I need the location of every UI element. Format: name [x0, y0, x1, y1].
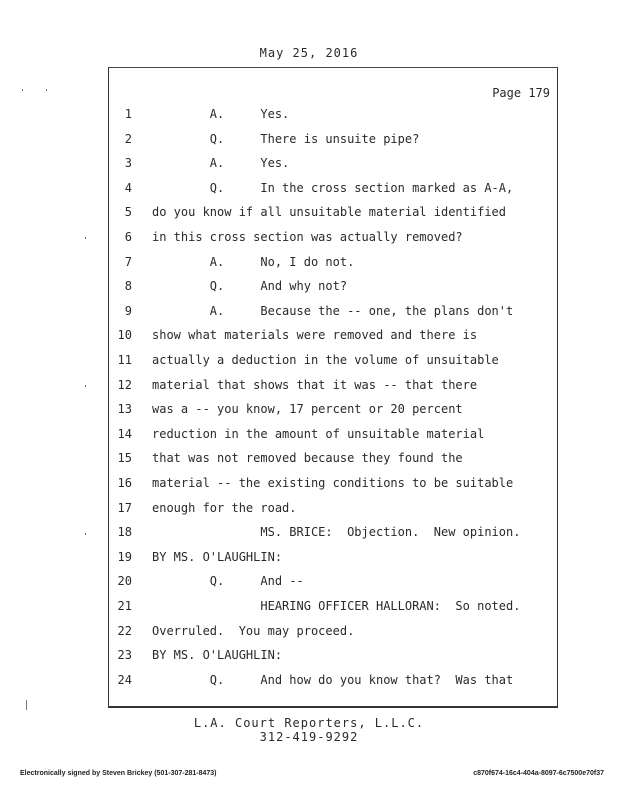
line-number: 15: [117, 451, 132, 466]
line-text: Q. There is unsuite pipe?: [152, 131, 420, 146]
transcript-line: [0, 328, 618, 344]
scan-speck: [85, 385, 86, 387]
line-number: 3: [124, 156, 132, 171]
line-number: 4: [124, 180, 132, 195]
line-number: 8: [124, 279, 132, 294]
line-number: 20: [117, 574, 132, 589]
line-number: 9: [124, 303, 132, 318]
court-reporter-phone: 312-419-9292: [259, 730, 359, 744]
transcript-line: [0, 353, 618, 369]
line-text: that was not removed because they found the: [152, 451, 463, 466]
line-text: BY MS. O'LAUGHLIN:: [152, 549, 283, 564]
line-number: 10: [117, 328, 132, 343]
transcript-line: [0, 673, 618, 689]
transcript-line: [0, 574, 618, 590]
line-text: A. Yes.: [152, 156, 290, 171]
transcript-line: [0, 279, 618, 295]
line-text: show what materials were removed and there is: [152, 328, 478, 343]
line-number: 2: [124, 131, 132, 146]
transcript-line: [0, 205, 618, 221]
line-number: 6: [124, 230, 132, 244]
line-text: enough for the road.: [152, 500, 297, 515]
transcript-line: [0, 402, 618, 418]
electronic-signature: Electronically signed by Steven Brickey (501-307-281-8473): [20, 770, 217, 777]
line-number: 23: [117, 648, 132, 663]
transcript-line: [0, 525, 618, 541]
line-text: HEARING OFFICER HALLORAN: So noted.: [152, 599, 521, 613]
transcript-line: [0, 156, 618, 172]
document-id: c870f674-16c4-404a-8097-6c7500e70f37: [473, 770, 604, 777]
line-number: 24: [117, 672, 132, 687]
line-text: Overruled. You may proceed.: [152, 623, 355, 638]
line-text: MS. BRICE: Objection. New opinion.: [152, 525, 521, 540]
line-number: 7: [124, 254, 132, 269]
transcript-line: [0, 255, 618, 271]
line-text: reduction in the amount of unsuitable material: [152, 426, 485, 441]
line-number: 17: [117, 500, 132, 515]
transcript-line: [0, 132, 618, 148]
transcript-line: [0, 550, 618, 566]
line-text: BY MS. O'LAUGHLIN:: [152, 648, 283, 663]
line-number: 18: [117, 525, 132, 540]
page-number: Page 179: [492, 86, 550, 100]
transcript-line: [0, 599, 618, 615]
transcript-line: [0, 451, 618, 467]
line-text: Q. And --: [152, 574, 304, 589]
line-number: 19: [117, 549, 132, 564]
line-number: 13: [117, 402, 132, 417]
line-number: 16: [117, 476, 132, 490]
line-number: 5: [124, 205, 132, 220]
scan-speck: [85, 533, 86, 535]
line-text: do you know if all unsuitable material identified: [152, 205, 507, 220]
line-text: material that shows that it was -- that there: [152, 377, 478, 392]
transcript-line: [0, 304, 618, 320]
transcript-line: [0, 378, 618, 394]
transcript-line: [0, 427, 618, 443]
line-text: A. Because the -- one, the plans don't: [152, 303, 514, 318]
line-text: was a -- you know, 17 percent or 20 percent: [152, 402, 463, 417]
line-number: 1: [124, 107, 132, 121]
transcript-date: May 25, 2016: [259, 46, 359, 60]
transcript-line: [0, 624, 618, 640]
scan-speck: [22, 89, 23, 91]
line-number: 14: [117, 426, 132, 441]
transcript-line: [0, 476, 618, 492]
court-reporter-firm: L.A. Court Reporters, L.L.C.: [193, 716, 425, 730]
line-number: 21: [117, 599, 132, 613]
scan-speck: [46, 89, 47, 91]
transcript-line: [0, 648, 618, 664]
line-text: Q. And why not?: [152, 279, 348, 294]
transcript-line: [0, 181, 618, 197]
transcript-line: [0, 107, 618, 123]
line-text: actually a deduction in the volume of unsuitable: [152, 353, 499, 367]
line-number: 22: [117, 623, 132, 638]
line-text: Q. In the cross section marked as A-A,: [152, 180, 514, 195]
scan-speck: [26, 700, 27, 710]
scan-speck: [85, 237, 86, 239]
line-text: A. Yes.: [152, 107, 290, 121]
transcript-line: [0, 501, 618, 517]
line-number: 12: [117, 377, 132, 392]
line-text: Q. And how do you know that? Was that: [152, 672, 514, 687]
line-text: material -- the existing conditions to be suitable: [152, 476, 514, 490]
line-text: in this cross section was actually removed?: [152, 230, 463, 244]
transcript-line: [0, 230, 618, 246]
line-number: 11: [117, 353, 132, 367]
line-text: A. No, I do not.: [152, 254, 355, 269]
